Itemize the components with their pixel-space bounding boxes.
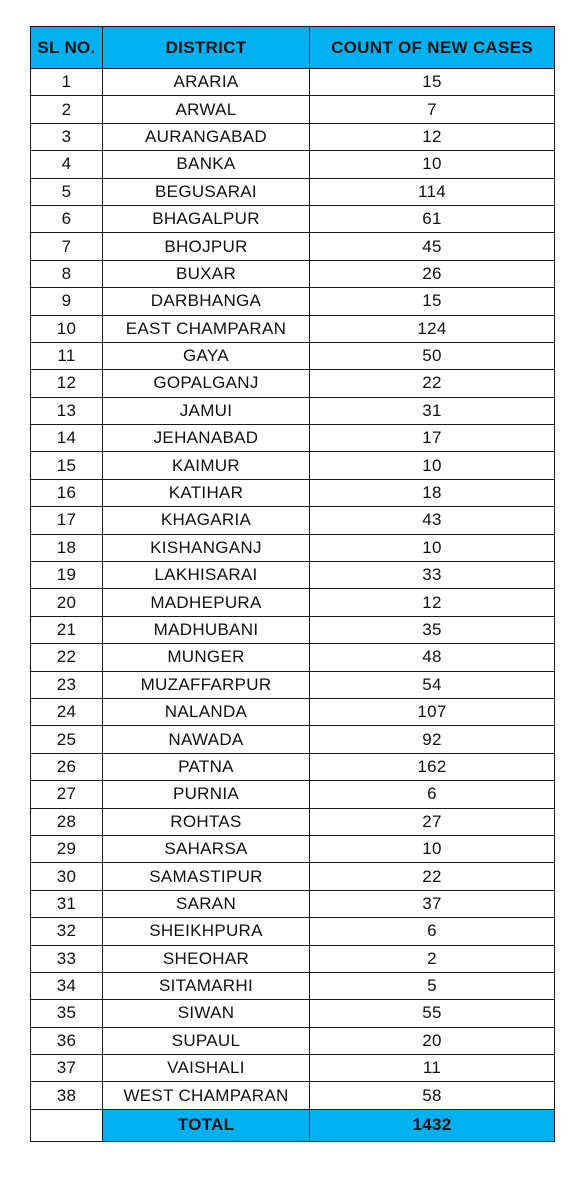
district-cell: MADHUBANI <box>103 616 310 643</box>
sl-no-cell: 25 <box>31 726 103 753</box>
sl-no-cell: 14 <box>31 425 103 452</box>
count-cell: 2 <box>310 945 555 972</box>
sl-no-cell: 22 <box>31 644 103 671</box>
table-row <box>31 562 555 589</box>
district-cell: KHAGARIA <box>103 507 310 534</box>
district-cell: MADHEPURA <box>103 589 310 616</box>
table-row <box>31 69 555 96</box>
sl-no-cell: 6 <box>31 205 103 232</box>
sl-no-cell: 3 <box>31 123 103 150</box>
district-cell: BHAGALPUR <box>103 205 310 232</box>
sl-no-cell: 27 <box>31 781 103 808</box>
sl-no-cell: 7 <box>31 233 103 260</box>
sl-no-cell: 20 <box>31 589 103 616</box>
table-body <box>31 69 555 1110</box>
district-cell: SHEOHAR <box>103 945 310 972</box>
table-row <box>31 397 555 424</box>
sl-no-cell: 29 <box>31 835 103 862</box>
count-cell: 162 <box>310 753 555 780</box>
district-cell: BANKA <box>103 151 310 178</box>
table-row <box>31 589 555 616</box>
district-cell: LAKHISARAI <box>103 562 310 589</box>
district-cell: SAHARSA <box>103 835 310 862</box>
sl-no-cell: 15 <box>31 452 103 479</box>
sl-no-cell: 35 <box>31 1000 103 1027</box>
sl-no-cell: 9 <box>31 288 103 315</box>
table-row <box>31 890 555 917</box>
count-cell: 10 <box>310 452 555 479</box>
table-row <box>31 260 555 287</box>
count-cell: 6 <box>310 918 555 945</box>
district-cell: SAMASTIPUR <box>103 863 310 890</box>
table-row <box>31 178 555 205</box>
table-row <box>31 342 555 369</box>
district-cases-table-container <box>30 26 554 1142</box>
table-row <box>31 945 555 972</box>
count-cell: 5 <box>310 972 555 999</box>
count-cell: 27 <box>310 808 555 835</box>
table-row <box>31 288 555 315</box>
district-cell: PURNIA <box>103 781 310 808</box>
table-row <box>31 781 555 808</box>
district-cell: ROHTAS <box>103 808 310 835</box>
sl-no-cell: 17 <box>31 507 103 534</box>
table-row <box>31 1000 555 1027</box>
total-empty-cell <box>31 1109 103 1141</box>
sl-no-cell: 8 <box>31 260 103 287</box>
table-row <box>31 507 555 534</box>
district-cell: SUPAUL <box>103 1027 310 1054</box>
count-cell: 6 <box>310 781 555 808</box>
count-cell: 58 <box>310 1082 555 1109</box>
count-cell: 15 <box>310 288 555 315</box>
count-cell: 12 <box>310 589 555 616</box>
count-cell: 20 <box>310 1027 555 1054</box>
district-cell: SITAMARHI <box>103 972 310 999</box>
table-row <box>31 452 555 479</box>
table-row <box>31 123 555 150</box>
sl-no-cell: 13 <box>31 397 103 424</box>
count-cell: 10 <box>310 835 555 862</box>
count-cell: 114 <box>310 178 555 205</box>
count-cell: 10 <box>310 534 555 561</box>
sl-no-cell: 5 <box>31 178 103 205</box>
count-cell: 12 <box>310 123 555 150</box>
district-cases-table <box>30 26 555 1142</box>
header-row <box>31 27 555 69</box>
total-row <box>31 1109 555 1141</box>
total-label: TOTAL <box>103 1109 310 1141</box>
district-cell: EAST CHAMPARAN <box>103 315 310 342</box>
sl-no-cell: 34 <box>31 972 103 999</box>
sl-no-cell: 21 <box>31 616 103 643</box>
total-value: 1432 <box>310 1109 555 1141</box>
sl-no-cell: 2 <box>31 96 103 123</box>
district-cell: KATIHAR <box>103 479 310 506</box>
sl-no-cell: 32 <box>31 918 103 945</box>
table-footer <box>31 1109 555 1141</box>
table-row <box>31 370 555 397</box>
district-cell: JAMUI <box>103 397 310 424</box>
count-cell: 22 <box>310 863 555 890</box>
sl-no-cell: 10 <box>31 315 103 342</box>
count-cell: 18 <box>310 479 555 506</box>
district-cell: KISHANGANJ <box>103 534 310 561</box>
district-cell: JEHANABAD <box>103 425 310 452</box>
table-row <box>31 479 555 506</box>
table-row <box>31 425 555 452</box>
header-sl-no: SL NO. <box>31 27 103 69</box>
count-cell: 10 <box>310 151 555 178</box>
sl-no-cell: 16 <box>31 479 103 506</box>
sl-no-cell: 28 <box>31 808 103 835</box>
district-cell: ARARIA <box>103 69 310 96</box>
table-row <box>31 671 555 698</box>
table-row <box>31 808 555 835</box>
sl-no-cell: 37 <box>31 1055 103 1082</box>
sl-no-cell: 31 <box>31 890 103 917</box>
table-row <box>31 698 555 725</box>
count-cell: 33 <box>310 562 555 589</box>
table-row <box>31 863 555 890</box>
sl-no-cell: 24 <box>31 698 103 725</box>
table-row <box>31 534 555 561</box>
sl-no-cell: 38 <box>31 1082 103 1109</box>
table-row <box>31 835 555 862</box>
sl-no-cell: 19 <box>31 562 103 589</box>
count-cell: 45 <box>310 233 555 260</box>
district-cell: NALANDA <box>103 698 310 725</box>
table-row <box>31 918 555 945</box>
table-row <box>31 616 555 643</box>
sl-no-cell: 33 <box>31 945 103 972</box>
header-count: COUNT OF NEW CASES <box>310 27 555 69</box>
district-cell: MUZAFFARPUR <box>103 671 310 698</box>
table-row <box>31 972 555 999</box>
district-cell: SARAN <box>103 890 310 917</box>
district-cell: GOPALGANJ <box>103 370 310 397</box>
count-cell: 37 <box>310 890 555 917</box>
count-cell: 35 <box>310 616 555 643</box>
district-cell: DARBHANGA <box>103 288 310 315</box>
table-row <box>31 233 555 260</box>
district-cell: WEST CHAMPARAN <box>103 1082 310 1109</box>
district-cell: VAISHALI <box>103 1055 310 1082</box>
table-row <box>31 315 555 342</box>
count-cell: 107 <box>310 698 555 725</box>
table-row <box>31 1082 555 1109</box>
count-cell: 31 <box>310 397 555 424</box>
sl-no-cell: 12 <box>31 370 103 397</box>
district-cell: BEGUSARAI <box>103 178 310 205</box>
district-cell: BUXAR <box>103 260 310 287</box>
district-cell: SIWAN <box>103 1000 310 1027</box>
table-row <box>31 644 555 671</box>
sl-no-cell: 26 <box>31 753 103 780</box>
sl-no-cell: 23 <box>31 671 103 698</box>
district-cell: ARWAL <box>103 96 310 123</box>
count-cell: 22 <box>310 370 555 397</box>
sl-no-cell: 4 <box>31 151 103 178</box>
table-row <box>31 151 555 178</box>
table-row <box>31 205 555 232</box>
table-row <box>31 726 555 753</box>
count-cell: 43 <box>310 507 555 534</box>
sl-no-cell: 1 <box>31 69 103 96</box>
district-cell: BHOJPUR <box>103 233 310 260</box>
table-header <box>31 27 555 69</box>
count-cell: 48 <box>310 644 555 671</box>
table-row <box>31 753 555 780</box>
district-cell: KAIMUR <box>103 452 310 479</box>
count-cell: 92 <box>310 726 555 753</box>
count-cell: 17 <box>310 425 555 452</box>
table-row <box>31 1055 555 1082</box>
table-row <box>31 1027 555 1054</box>
district-cell: MUNGER <box>103 644 310 671</box>
count-cell: 15 <box>310 69 555 96</box>
sl-no-cell: 11 <box>31 342 103 369</box>
count-cell: 11 <box>310 1055 555 1082</box>
district-cell: PATNA <box>103 753 310 780</box>
sl-no-cell: 30 <box>31 863 103 890</box>
count-cell: 50 <box>310 342 555 369</box>
sl-no-cell: 18 <box>31 534 103 561</box>
sl-no-cell: 36 <box>31 1027 103 1054</box>
count-cell: 26 <box>310 260 555 287</box>
count-cell: 124 <box>310 315 555 342</box>
header-district: DISTRICT <box>103 27 310 69</box>
count-cell: 54 <box>310 671 555 698</box>
table-row <box>31 96 555 123</box>
district-cell: SHEIKHPURA <box>103 918 310 945</box>
district-cell: AURANGABAD <box>103 123 310 150</box>
count-cell: 61 <box>310 205 555 232</box>
district-cell: GAYA <box>103 342 310 369</box>
count-cell: 7 <box>310 96 555 123</box>
district-cell: NAWADA <box>103 726 310 753</box>
count-cell: 55 <box>310 1000 555 1027</box>
